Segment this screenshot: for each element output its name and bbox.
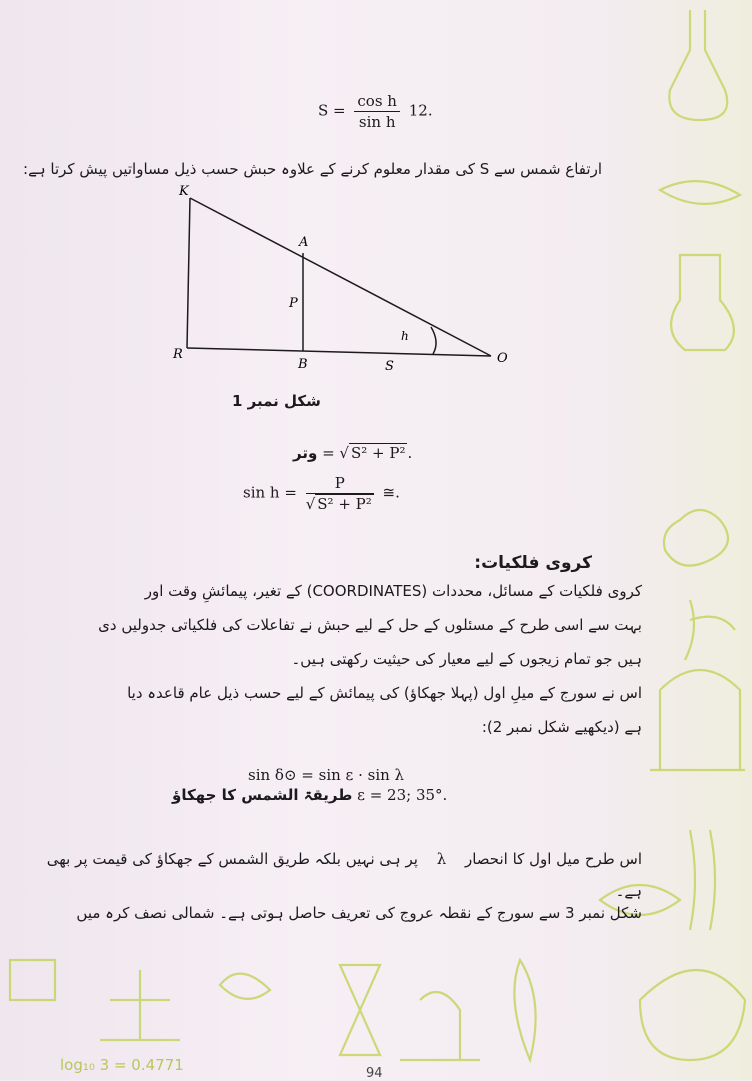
cone-icon (514, 960, 535, 1060)
paragraph1-line3: ہیں جو تمام زیجوں کے لیے معیار کی حیثیت رکھتی ہیں۔ (291, 650, 642, 668)
paragraph3-line1 (47, 850, 642, 868)
formula-s-rhs: 12 (408, 101, 428, 120)
beaker-icon (671, 255, 734, 350)
formula-chord-lhs: وتر (293, 444, 318, 462)
angle-h-arc (431, 327, 436, 354)
paragraph3-lambda: λ (436, 850, 447, 868)
arch-apparatus-icon (650, 670, 745, 770)
label-p: P (289, 296, 298, 311)
bird-icon (220, 974, 270, 999)
formula-s-fraction (354, 92, 400, 131)
formula-chord-radicand: S² + P² (350, 444, 406, 462)
label-a: A (299, 235, 309, 250)
paragraph2-line1: اس نے سورج کے میلِ اول (پہلا جھکاؤ) کی پیمائش کے لیے حسب ذیل عام قاعدہ دیا (127, 684, 642, 702)
formula-s-lhs: S = (318, 101, 346, 120)
page-number: 94 (366, 1066, 383, 1081)
flask-icon (669, 10, 727, 120)
formula-s-end: . (427, 101, 433, 120)
formula-s (318, 92, 433, 131)
balance-icon (100, 970, 180, 1040)
side-ko (190, 198, 491, 356)
paragraph3-part-a: اس طرح میل اول کا انحصار (464, 850, 642, 868)
formula-decl-label: طریقۃ الشمس کا جھکاؤ (172, 786, 353, 804)
label-s: S (385, 359, 394, 374)
formula-sin-fraction (306, 474, 374, 513)
test-tube-icon (690, 830, 715, 930)
lab-stand-icon (400, 992, 480, 1060)
label-h: h (401, 329, 409, 343)
decoration-formula: log₁₀ 3 = 0.4771 (60, 1056, 184, 1074)
leaf-icon (660, 181, 740, 204)
paragraph3-line3: شکل نمبر 3 سے سورج کے نقطہ عروج کی تعریف حاصل ہوتی ہے۔ شمالی نصف کرہ میں (76, 904, 642, 922)
intro-line: ارتفاع شمس سے S کی مقدار معلوم کرنے کے علاوہ حبش حسب ذیل مساواتیں پیش کرتا ہے: (23, 160, 602, 178)
label-k: K (179, 184, 189, 199)
formula-chord-eq: = (322, 444, 335, 462)
formula-sin-denominator: √ S² + P² (305, 495, 372, 513)
flower-icon (664, 510, 728, 566)
device-icon (10, 960, 55, 1000)
formula-sin (243, 474, 400, 513)
paragraph2-line2: ہے (دیکھیے شکل نمبر 2): (481, 718, 642, 736)
label-r: R (173, 347, 183, 362)
label-o: O (497, 351, 508, 366)
paragraph1-line2: بہت سے اسی طرح کے مسئلوں کے حل کے لیے حبش نے تفاعلات کی فلکیاتی جدولیں دی (98, 616, 642, 634)
formula-chord-end: . (407, 444, 413, 462)
plant-icon (685, 600, 735, 660)
formula-sin-lhs: sin h = (243, 483, 297, 502)
formula-sin-approx: ≅. (382, 483, 400, 502)
triangle-figure (165, 180, 515, 375)
formula-decl-math: ε = 23; 35°. (357, 786, 448, 804)
formula-sin-numerator: P (306, 474, 374, 494)
formula-s-numerator: cos h (354, 92, 400, 112)
paragraph3-line2: ہے۔ (615, 882, 642, 900)
formula-decl-line1: sin δ⊙ = sin ε · sin λ (248, 766, 405, 784)
paragraph1-line1: کروی فلکیات کے مسائل، محددات (COORDINATES) کے تغیر، پیمائشِ وقت اور (144, 582, 642, 600)
paragraph3-part-b: پر ہی نہیں بلکہ طریق الشمس کے جھکاؤ کی قیمت پر بھی (46, 850, 418, 868)
section-heading: کروی فلکیات: (474, 553, 592, 573)
label-b: B (298, 357, 308, 372)
figure-caption: شکل نمبر 1 (232, 392, 321, 410)
retort-icon (640, 970, 745, 1060)
formula-decl-line2 (172, 786, 447, 804)
formula-chord: وتر = √ S² + P² . (293, 444, 413, 462)
hourglass-icon (340, 965, 380, 1055)
side-ro (187, 348, 491, 356)
formula-s-denominator: sin h (358, 113, 396, 131)
side-rk (187, 198, 190, 348)
